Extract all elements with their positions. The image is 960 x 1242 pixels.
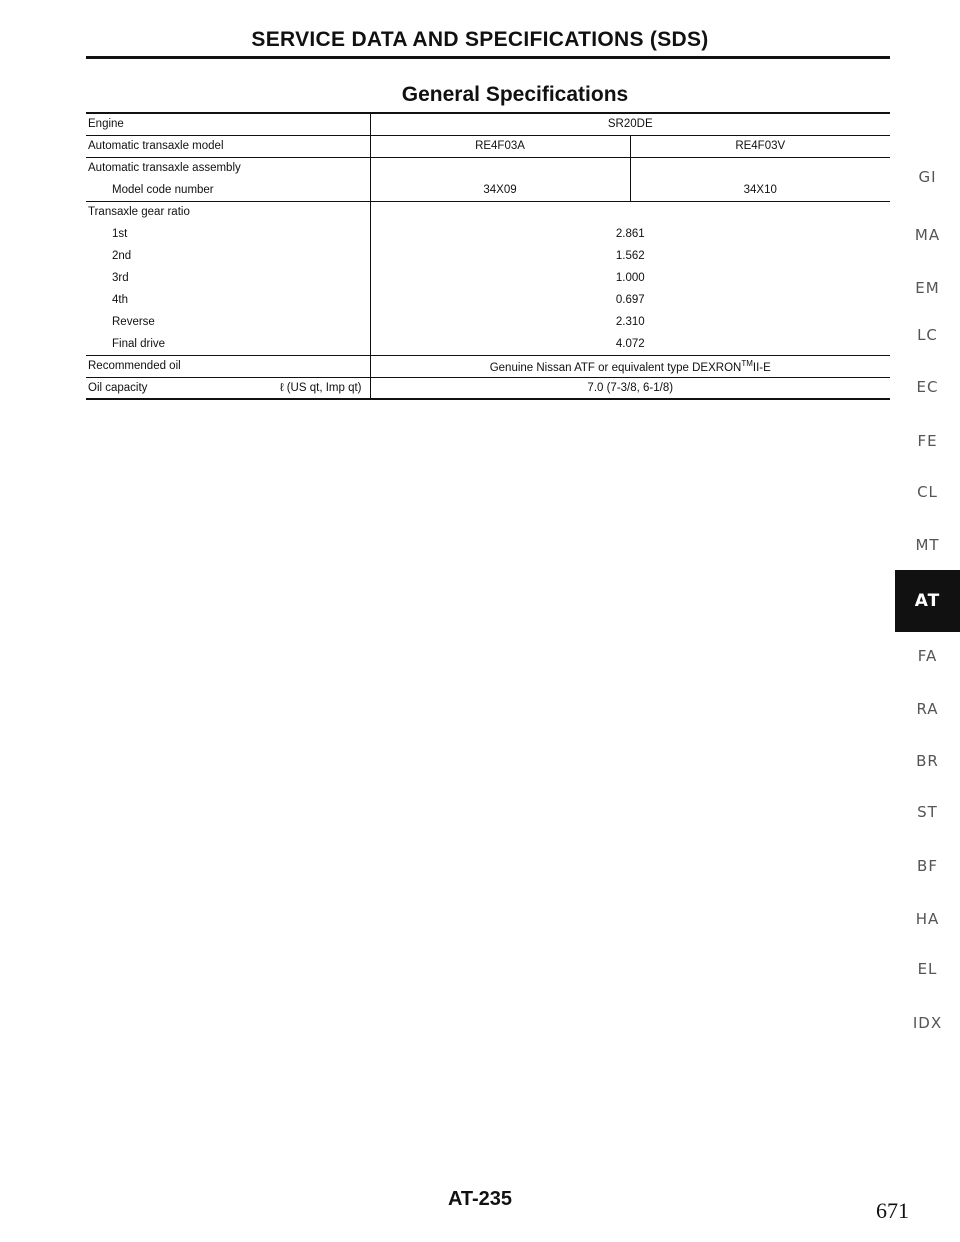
model-a-value: RE4F03A <box>370 135 630 157</box>
tab-em[interactable]: EM <box>915 279 940 297</box>
table-row-gear <box>86 245 890 267</box>
model-label: Automatic transaxle model <box>86 135 370 157</box>
table-row-capacity <box>86 377 890 399</box>
table-row-gear <box>86 223 890 245</box>
gear-value: 1.562 <box>370 245 890 267</box>
header-rule <box>86 56 890 59</box>
table-row-engine <box>86 113 890 135</box>
tab-cl[interactable]: CL <box>917 483 938 501</box>
table-row-assembly <box>86 157 890 179</box>
tab-lc[interactable]: LC <box>917 326 938 344</box>
model-code-v: 34X10 <box>630 179 890 201</box>
assembly-label: Automatic transaxle assembly <box>86 157 370 179</box>
section-index-tabs <box>895 0 960 1242</box>
table-row-oil <box>86 355 890 377</box>
oil-capacity-cell <box>86 377 370 399</box>
footer-page-code: AT-235 <box>447 1188 513 1210</box>
section-title: General Specifications <box>401 83 629 106</box>
table-row-gear <box>86 289 890 311</box>
tab-br[interactable]: BR <box>916 752 939 770</box>
tab-at-active[interactable]: AT <box>895 570 960 632</box>
gear-value: 1.000 <box>370 267 890 289</box>
tab-st[interactable]: ST <box>917 803 938 821</box>
table-row-gear-ratio <box>86 201 890 223</box>
tab-idx[interactable]: IDX <box>912 1014 943 1032</box>
tab-gi[interactable]: GI <box>918 168 937 186</box>
engine-label: Engine <box>86 113 370 135</box>
gear-value: 4.072 <box>370 333 890 355</box>
tab-ha[interactable]: HA <box>915 910 940 928</box>
table-row-gear <box>86 267 890 289</box>
gear-label: Reverse <box>112 316 155 328</box>
gear-label: Final drive <box>112 337 166 350</box>
table-row-model-code <box>86 179 890 201</box>
recommended-oil-value <box>370 355 890 377</box>
gear-value: 2.310 <box>370 311 890 333</box>
page-number: 671 <box>876 1198 909 1223</box>
gear-ratio-label: Transaxle gear ratio <box>86 201 370 223</box>
tab-ra[interactable]: RA <box>916 700 939 718</box>
page-header-title: SERVICE DATA AND SPECIFICATIONS (SDS) <box>251 28 709 51</box>
tab-bf[interactable]: BF <box>917 857 938 875</box>
model-code-a: 34X09 <box>370 179 630 201</box>
tab-ma[interactable]: MA <box>914 226 941 244</box>
recommended-oil-label: Recommended oil <box>86 355 370 377</box>
oil-capacity-label: Oil capacity <box>88 381 148 394</box>
table-row-gear <box>86 311 890 333</box>
oil-capacity-value: 7.0 (7-3/8, 6-1/8) <box>370 377 890 399</box>
table-row-model <box>86 135 890 157</box>
gear-value: 0.697 <box>370 289 890 311</box>
gear-label: 3rd <box>112 272 129 284</box>
model-v-value: RE4F03V <box>630 135 890 157</box>
gear-label: 4th <box>112 294 128 306</box>
tab-el[interactable]: EL <box>917 960 938 978</box>
gear-label: 2nd <box>112 250 132 262</box>
tab-fe[interactable]: FE <box>917 432 938 450</box>
oil-value-prefix: Genuine Nissan ATF or equivalent type DEXRON <box>489 361 742 374</box>
model-code-label: Model code number <box>112 183 214 196</box>
general-specifications-table <box>86 112 890 400</box>
table-row-gear <box>86 333 890 355</box>
oil-capacity-unit: ℓ (US qt, Imp qt) <box>279 381 362 394</box>
tab-ec[interactable]: EC <box>916 378 939 396</box>
tab-mt[interactable]: MT <box>915 536 940 554</box>
gear-value: 2.861 <box>370 223 890 245</box>
trademark-mark: TM <box>741 358 753 368</box>
engine-value: SR20DE <box>370 113 890 135</box>
tab-fa[interactable]: FA <box>917 647 938 665</box>
oil-value-suffix: II-E <box>752 361 771 374</box>
gear-label: 1st <box>112 228 128 240</box>
